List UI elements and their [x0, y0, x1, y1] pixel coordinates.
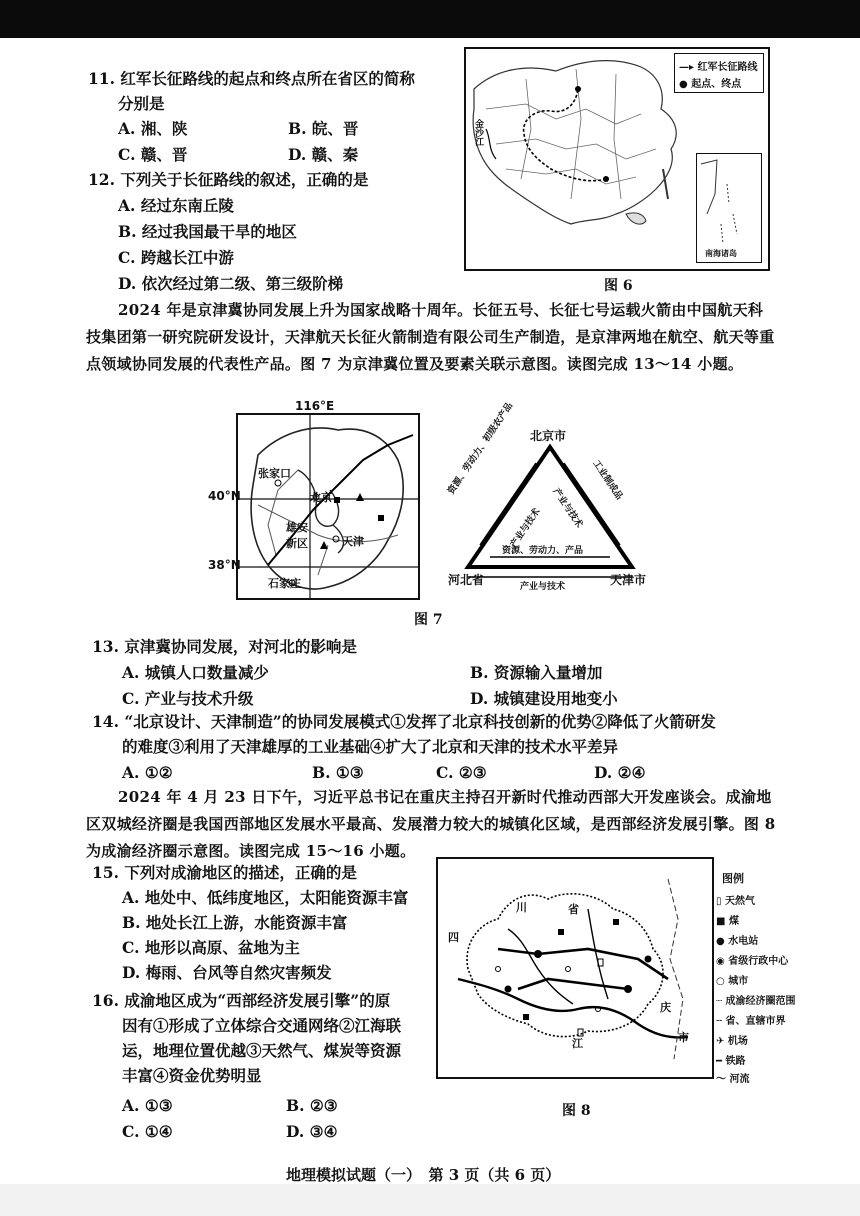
fig7-edge-left-inner: 产业与技术: [509, 506, 543, 550]
page-footer-strip: [0, 1184, 860, 1216]
fig7-tj-label: 天津: [342, 535, 364, 548]
q14-option-d[interactable]: D. ②④: [594, 763, 646, 782]
fig8-chengyu-map: [436, 857, 714, 1079]
q11-option-d[interactable]: D. 赣、秦: [288, 145, 359, 164]
fig6-caption: 图 6: [604, 278, 633, 294]
fig7-node-beijing: 北京市: [530, 429, 567, 443]
q12-option-d[interactable]: D. 依次经过第二级、第三级阶梯: [118, 274, 344, 293]
fig6-legend-route-label: 红军长征路线: [697, 62, 758, 73]
passage-chengyu: 2024 年 4 月 23 日下午，习近平总书记在重庆主持召开新时代推动西部大开发座谈会。成渝地区双城经济圈是我国西部地区发展水平最高、发展潜力较大的城镇化区域，是西部经济发展引擎。图 8 为成渝经济圈示意图。读图完成 15～16 小题。: [86, 788, 776, 860]
fig8-legend-provline: ╌ 省、直辖市界: [716, 1016, 786, 1027]
fig7-caption: 图 7: [414, 612, 443, 628]
q13-option-a[interactable]: A. 城镇人口数量减少: [122, 663, 269, 682]
fig7-longitude-label: 116°E: [295, 399, 335, 413]
fig6-legend-route: —▸ 红军长征路线: [679, 62, 758, 73]
q15-option-c[interactable]: C. 地形以高原、盆地为主: [122, 938, 300, 957]
q15-option-d[interactable]: D. 梅雨、台风等自然灾害频发: [122, 963, 332, 982]
fig8-legend-river-label: 河流: [729, 1074, 750, 1085]
fig8-legend-coal: ■ 煤: [716, 916, 739, 927]
fig8-legend-airport: ✈ 机场: [716, 1036, 748, 1047]
q11-option-a[interactable]: A. 湘、陕: [118, 119, 188, 138]
fig6-jinsha-label: 金沙江: [473, 119, 483, 146]
q11-option-b[interactable]: B. 皖、晋: [288, 119, 359, 138]
q11-option-c[interactable]: C. 赣、晋: [118, 145, 188, 164]
fig7-map-drawing: [238, 415, 418, 598]
q11-stem-cont: 分别是: [118, 94, 165, 113]
q13-option-c[interactable]: C. 产业与技术升级: [122, 689, 254, 708]
fig8-label-chuan: 川: [516, 901, 527, 914]
fig7-node-tianjin: 天津市: [610, 573, 647, 587]
q16-stem-line4: 丰富④资金优势明显: [122, 1066, 262, 1085]
fig8-legend-boundary: ┈ 成渝经济圈范围: [716, 996, 796, 1007]
q16-option-c[interactable]: C. ①④: [122, 1122, 173, 1141]
q13-option-d[interactable]: D. 城镇建设用地变小: [470, 689, 618, 708]
fig8-legend-city-label: 城市: [728, 976, 749, 987]
q12-option-a[interactable]: A. 经过东南丘陵: [118, 196, 234, 215]
fig6-inset-drawing: [697, 154, 761, 262]
fig6-south-china-sea-inset: [696, 153, 762, 263]
fig8-label-jiang: 江: [572, 1037, 583, 1050]
fig7-xa-label: 雄安新区: [286, 521, 308, 550]
fig8-legend-railway: ━ 铁路: [716, 1056, 746, 1067]
fig6-legend-points: ● 起点、终点: [679, 79, 742, 90]
fig8-legend-railway-label: 铁路: [725, 1056, 746, 1067]
q13-stem: 13. 京津冀协同发展，对河北的影响是: [92, 637, 357, 656]
fig7-bj-label: 北京: [310, 491, 332, 504]
fig8-legend-city: ○ 城市: [716, 976, 749, 987]
q16-option-a[interactable]: A. ①③: [122, 1096, 173, 1115]
fig8-legend-gas: ▯ 天然气: [716, 896, 755, 907]
fig8-legend-airport-label: 机场: [727, 1036, 748, 1047]
fig8-label-sheng: 省: [568, 903, 579, 916]
q13-option-b[interactable]: B. 资源输入量增加: [470, 663, 603, 682]
fig7-sjz-label: 石家庄: [268, 577, 301, 590]
fig6-legend-points-label: 起点、终点: [691, 79, 742, 90]
fig6-legend: [674, 53, 764, 93]
q14-option-b[interactable]: B. ①③: [312, 763, 364, 782]
fig8-legend-title: 图例: [722, 872, 744, 885]
q16-stem-line2: 因有①形成了立体综合交通网络②江海联: [122, 1016, 402, 1035]
fig7-edge-left-outer: 资源、劳动力、初级农产品: [446, 401, 516, 497]
q14-option-c[interactable]: C. ②③: [436, 763, 487, 782]
fig7-edge-right-outer: 工业制成品: [590, 458, 624, 502]
fig6-inset-label: 南海诸岛: [705, 249, 737, 258]
q12-option-b[interactable]: B. 经过我国最干旱的地区: [118, 222, 297, 241]
fig7-relation-triangle: [440, 401, 660, 595]
q16-option-d[interactable]: D. ③④: [286, 1122, 338, 1141]
scanner-top-bar: [0, 0, 860, 38]
page-footer: 地理模拟试题（一） 第 3 页（共 6 页）: [286, 1166, 561, 1184]
q16-stem: 16. 成渝地区成为“西部经济发展引擎”的原: [92, 991, 391, 1010]
fig6-china-map: [464, 47, 770, 271]
fig7-edge-bottom-outer: 产业与技术: [520, 582, 566, 592]
q16-stem-line3: 运，地理位置优越③天然气、煤炭等资源: [122, 1041, 402, 1060]
q15-option-b[interactable]: B. 地处长江上游，水能资源丰富: [122, 913, 348, 932]
passage-jjj: 2024 年是京津冀协同发展上升为国家战略十周年。长征五号、长征七号运载火箭由中国航天科技集团第一研究院研发设计，天津航天长征火箭制造有限公司生产制造，是京津两地在航空、航天等重点领域协同发展的代表性产品。图 7 为京津冀位置及要素关联示意图。读图完成 13～14 小题。: [86, 301, 775, 373]
fig8-legend-boundary-label: 成渝经济圈范围: [725, 996, 796, 1007]
q14-stem-cont: 的难度③利用了天津雄厚的工业基础④扩大了北京和天津的技术水平差异: [122, 737, 619, 756]
q15-option-a[interactable]: A. 地处中、低纬度地区，太阳能资源丰富: [122, 888, 409, 907]
q12-stem: 12. 下列关于长征路线的叙述，正确的是: [88, 170, 369, 189]
q11-stem: 11. 红军长征路线的起点和终点所在省区的简称: [88, 69, 415, 88]
fig8-label-qing: 庆: [660, 1001, 671, 1014]
fig8-legend: [716, 870, 826, 1085]
fig8-legend-coal-label: 煤: [728, 916, 739, 927]
q15-stem: 15. 下列对成渝地区的描述，正确的是: [92, 863, 357, 882]
fig8-legend-capital: ◉ 省级行政中心: [716, 956, 789, 967]
fig8-legend-river: 〜 河流: [716, 1074, 750, 1085]
fig7-edge-right-inner: 产业与技术: [550, 486, 584, 530]
fig7-node-hebei: 河北省: [448, 573, 485, 587]
q12-option-c[interactable]: C. 跨越长江中游: [118, 248, 234, 267]
fig8-label-si: 四: [448, 931, 459, 944]
fig8-label-shi: 市: [678, 1031, 689, 1044]
fig8-legend-gas-label: 天然气: [724, 896, 755, 907]
fig7-zjk-label: 张家口: [258, 467, 291, 480]
fig8-caption: 图 8: [562, 1103, 591, 1119]
fig7-edge-bottom-inner: 资源、劳动力、产品: [502, 546, 584, 556]
q14-stem: 14. “北京设计、天津制造”的协同发展模式①发挥了北京科技创新的优势②降低了火箭研发: [92, 712, 716, 731]
fig8-legend-provline-label: 省、直辖市界: [725, 1016, 786, 1027]
fig8-legend-hydro: ● 水电站: [716, 936, 759, 947]
fig8-legend-hydro-label: 水电站: [728, 936, 759, 947]
fig7-lat38-label: 38°N: [208, 558, 241, 572]
fig7-map: [236, 413, 420, 600]
q16-option-b[interactable]: B. ②③: [286, 1096, 338, 1115]
fig8-legend-capital-label: 省级行政中心: [728, 956, 789, 967]
q14-option-a[interactable]: A. ①②: [122, 763, 173, 782]
fig7-lat40-label: 40°N: [208, 489, 241, 503]
